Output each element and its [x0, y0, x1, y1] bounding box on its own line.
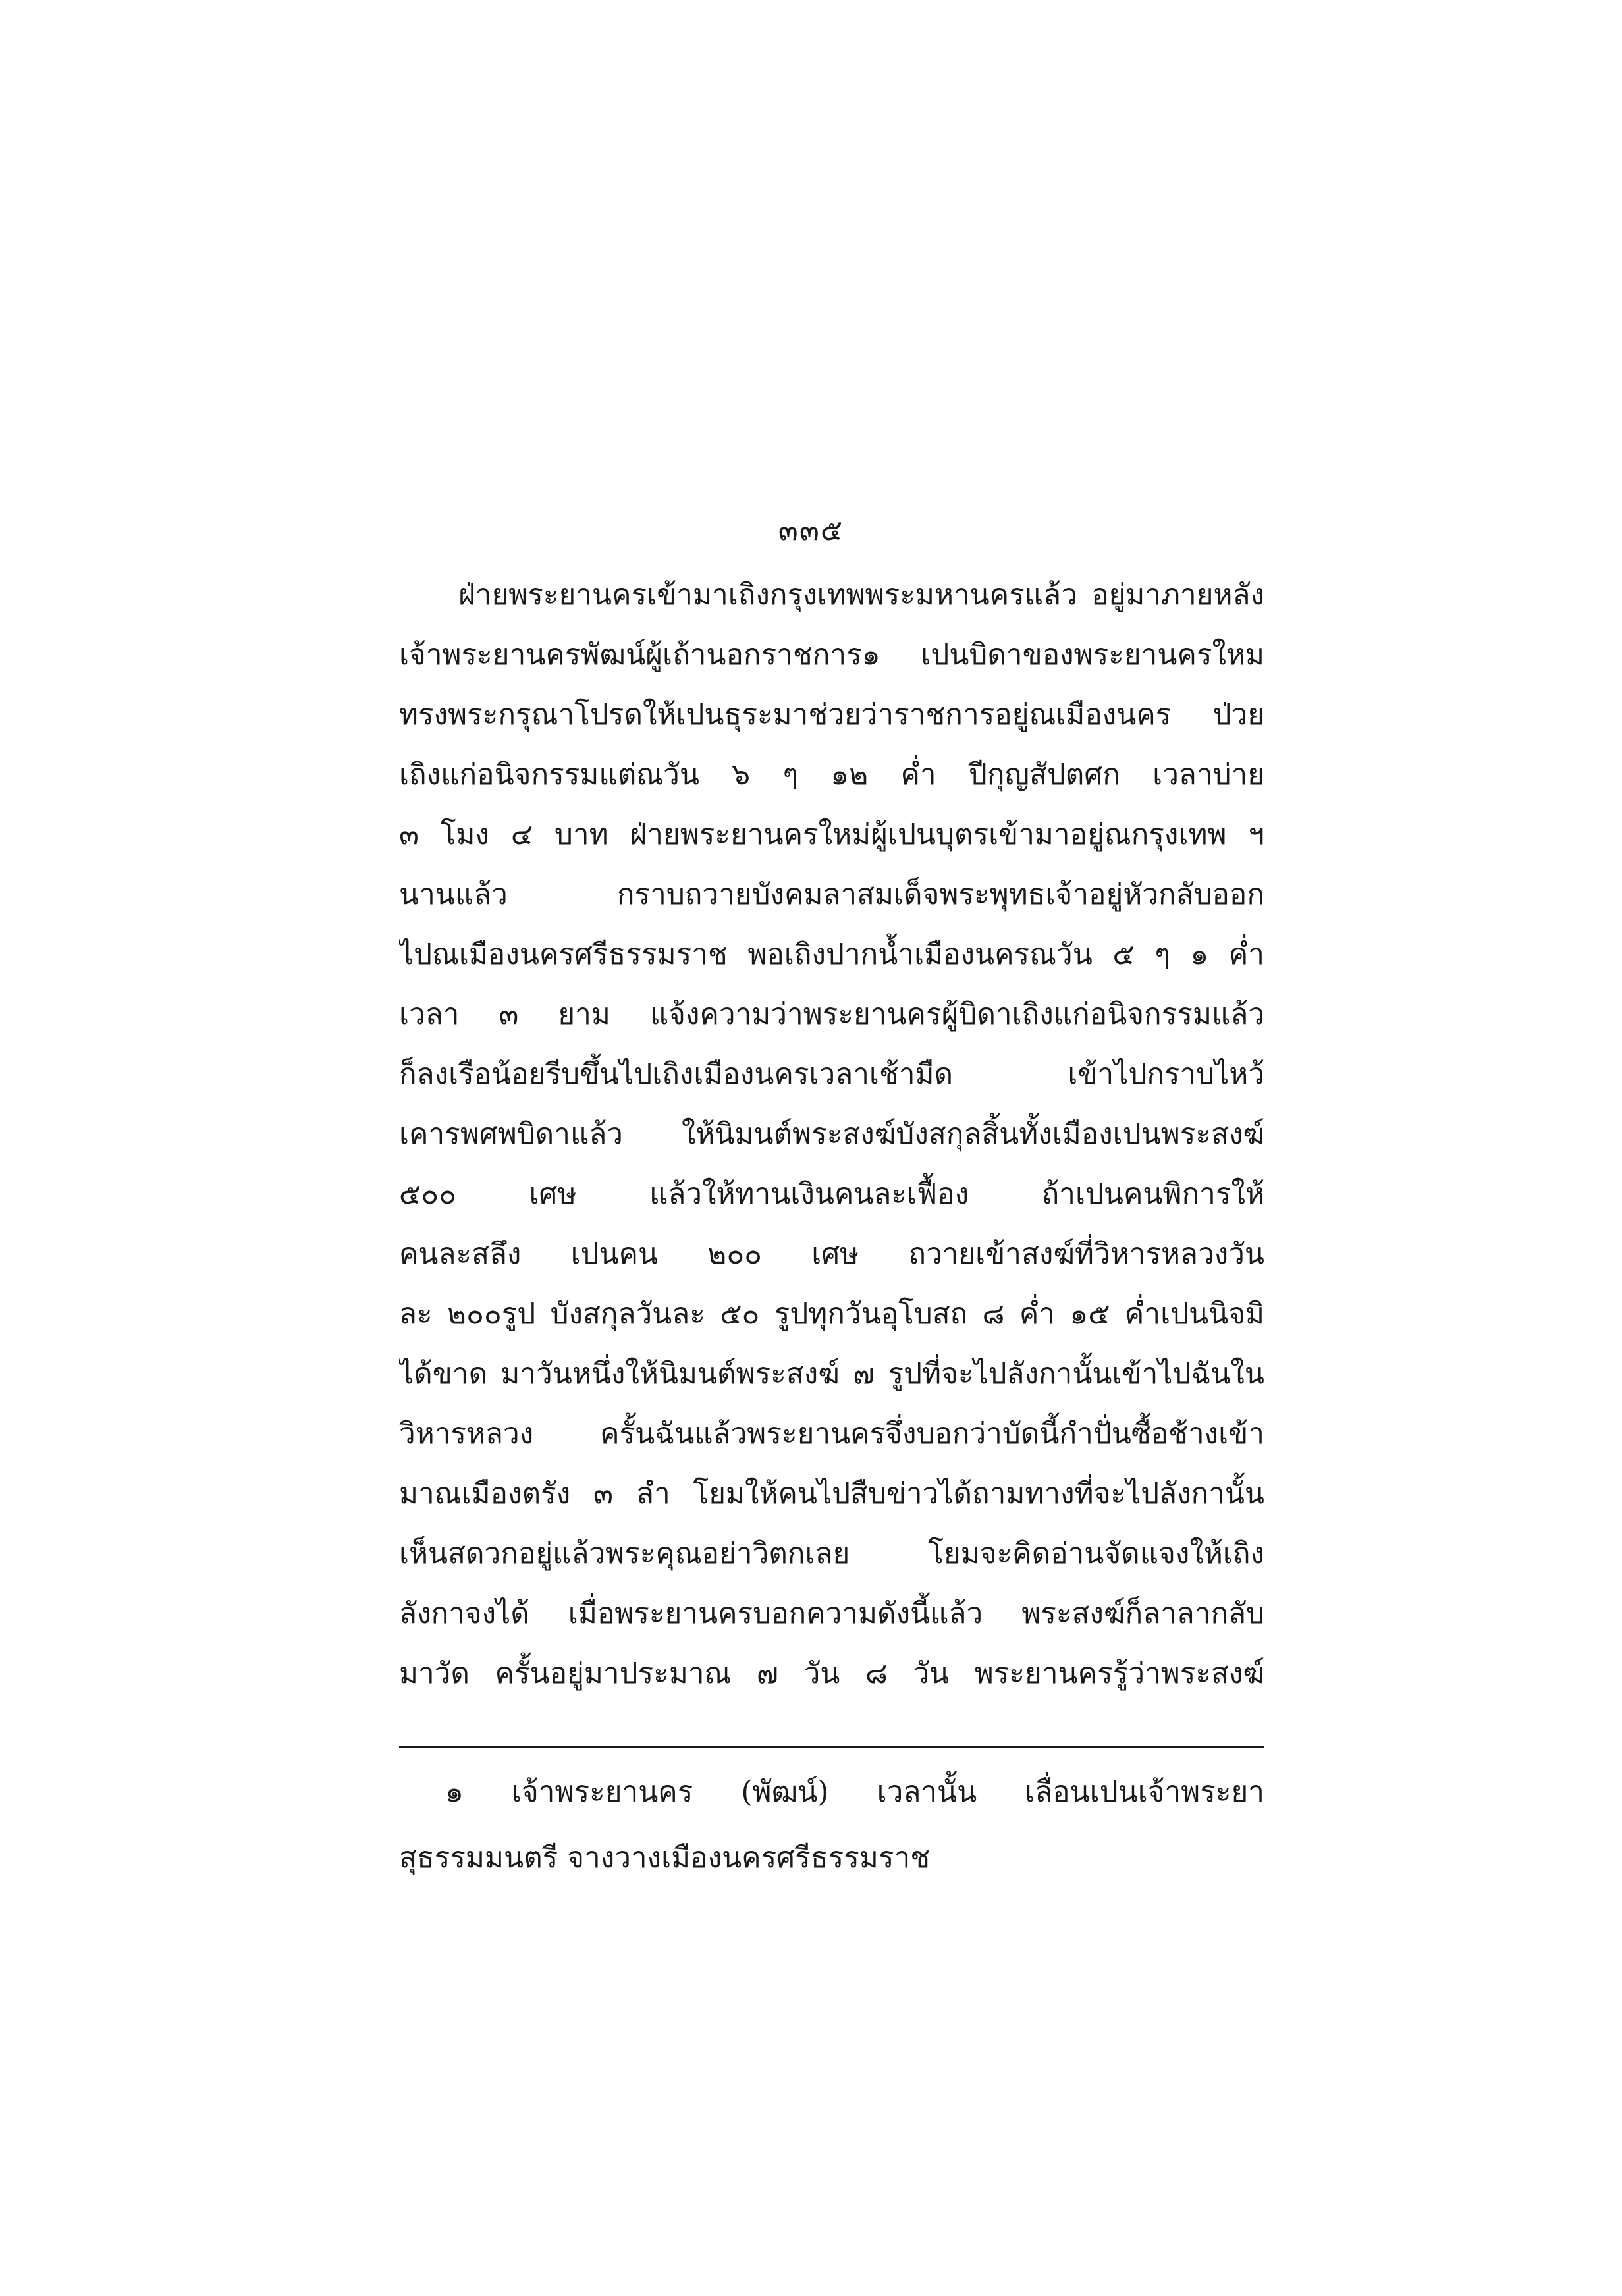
body-line: เวลา ๓ ยาม แจ้งความว่าพระยานครผู้บิดาเถิงแก่อนิจกรรมแล้ว	[399, 998, 1264, 1031]
body-line: เคารพศพบิดาแล้ว ให้นิมนต์พระสงฆ์บังสกุลสิ้นทั้งเมืองเปนพระสงฆ์	[399, 1117, 1264, 1151]
footnote	[399, 1759, 1264, 1891]
page-number: ๓๓๕	[778, 514, 844, 547]
body-line: เห็นสดวกอยู่แล้วพระคุณอย่าวิตกเลย โยมจะคิดอ่านจัดแจงให้เถิง	[399, 1537, 1264, 1570]
body-line: วิหารหลวง ครั้นฉันแล้วพระยานครจึ่งบอกว่าบัดนี้กำปั่นซื้อช้างเข้า	[399, 1417, 1264, 1451]
footnote-line: สุธรรมมนตรี จางวางเมืองนครศรีธรรมราช	[399, 1841, 931, 1875]
body-line: มาณเมืองตรัง ๓ ลำ โยมให้คนไปสืบข่าวได้ถามทางที่จะไปลังกานั้น	[399, 1477, 1264, 1510]
body-line: นานแล้ว กราบถวายบังคมลาสมเด็จพระพุทธเจ้าอยู่หัวกลับออก	[399, 878, 1264, 911]
body-line: ละ ๒๐๐รูป บังสกุลวันละ ๕๐ รูปทุกวันอุโบสถ ๘ ค่ำ ๑๕ ค่ำเปนนิจมิ	[399, 1297, 1264, 1331]
body-line: เถิงแก่อนิจกรรมแต่ณวัน ๖ ๆ ๑๒ ค่ำ ปีกุญสัปตศก เวลาบ่าย	[399, 758, 1264, 791]
body-line: ๓ โมง ๔ บาท ฝ่ายพระยานครใหม่ผู้เปนบุตรเข้ามาอยู่ณกรุงเทพ ฯ	[399, 818, 1264, 851]
body-line: เจ้าพระยานครพัฒน์ผู้เถ้านอกราชการ๑ เปนบิดาของพระยานครใหม	[399, 638, 1264, 672]
body-line: มาวัด ครั้นอยู่มาประมาณ ๗ วัน ๘ วัน พระยานครรู้ว่าพระสงฆ์	[399, 1657, 1264, 1690]
body-line: ฝ่ายพระยานครเข้ามาเถิงกรุงเทพพระมหานครแล้ว อยู่มาภายหลัง	[458, 578, 1264, 612]
body-line: ก็ลงเรือน้อยรีบขึ้นไปเถิงเมืองนครเวลาเช้ามืด เข้าไปกราบไหว้	[399, 1057, 1264, 1091]
body-line: ได้ขาด มาวันหนึ่งให้นิมนต์พระสงฆ์ ๗ รูปที่จะไปลังกานั้นเข้าไปฉันใน	[399, 1357, 1264, 1391]
footnote-line: ๑ เจ้าพระยานคร (พัฒน์) เวลานั้น เลื่อนเปนเจ้าพระยา	[445, 1775, 1264, 1809]
body-text	[399, 565, 1264, 1703]
body-line: ไปณเมืองนครศรีธรรมราช พอเถิงปากน้ำเมืองนครณวัน ๕ ๆ ๑ ค่ำ	[399, 938, 1264, 971]
body-line: ลังกาจงได้ เมื่อพระยานครบอกความดังนี้แล้ว พระสงฆ์ก็ลาลากลับ	[399, 1597, 1264, 1630]
body-line: ทรงพระกรุณาโปรดให้เปนธุระมาช่วยว่าราชการอยู่ณเมืองนคร ป่วย	[399, 698, 1264, 732]
body-line: คนละสลึง เปนคน ๒๐๐ เศษ ถวายเข้าสงฆ์ที่วิหารหลวงวัน	[399, 1237, 1264, 1271]
body-line: ๕๐๐ เศษ แล้วให้ทานเงินคนละเฟื้อง ถ้าเปนคนพิการให้	[399, 1177, 1264, 1211]
footnote-divider	[399, 1746, 1264, 1748]
